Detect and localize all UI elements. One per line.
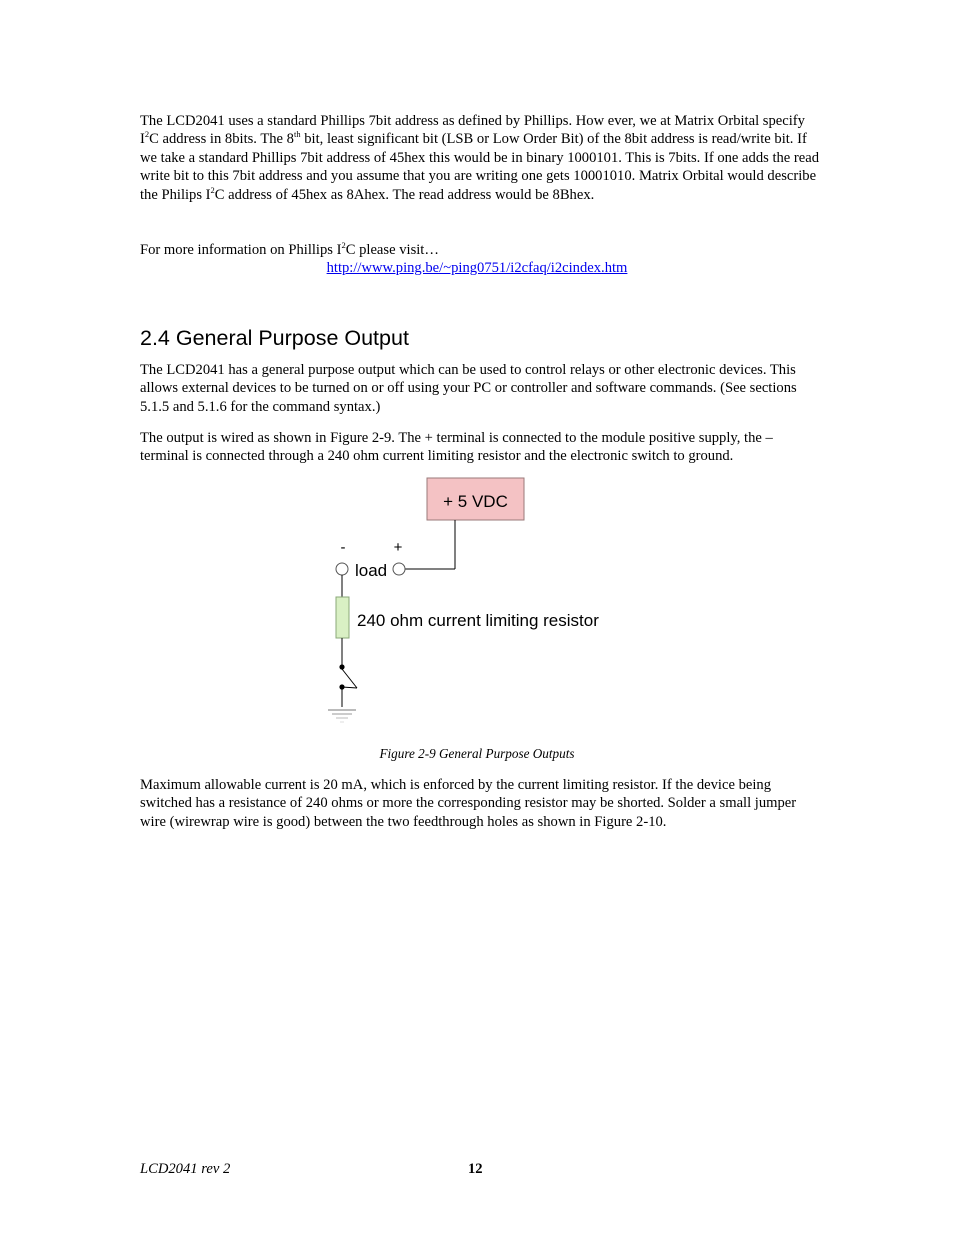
- i2c-faq-link-line: [0, 259, 954, 277]
- plus-terminal: [393, 563, 405, 575]
- resistor-label: 240 ohm current limiting resistor: [357, 611, 599, 630]
- resistor: [336, 597, 349, 638]
- text-run: For more information on Phillips I: [140, 242, 342, 258]
- footer-doc-label: LCD2041 rev 2: [140, 1161, 231, 1177]
- text-run: C address of 45hex as 8Ahex. The read address would be 8Bhex.: [214, 186, 595, 203]
- text-run: C address in 8bits. The 8: [149, 131, 294, 148]
- supply-label: + 5 VDC: [443, 492, 508, 511]
- figure-caption: Figure 2-9 General Purpose Outputs: [379, 746, 575, 761]
- load-label: load: [355, 561, 388, 580]
- plus-label: +: [393, 539, 403, 556]
- superscript: th: [293, 129, 301, 140]
- gpo-wiring-diagram: [320, 474, 660, 734]
- i2c-address-paragraph: [140, 112, 820, 204]
- text-run: C please visit…: [345, 242, 439, 258]
- minus-label: -: [340, 539, 346, 556]
- switch-arm: [342, 669, 357, 688]
- minus-terminal: [336, 563, 348, 575]
- more-info-paragraph: [140, 241, 820, 259]
- circuit-diagram: [320, 474, 660, 734]
- section-heading: 2.4 General Purpose Output: [140, 326, 409, 350]
- superscript: 2: [144, 129, 150, 140]
- gpo-intro-paragraph: The LCD2041 has a general purpose output which can be used to control relays or other electronic devices. This allows external devices to be turned on or off using your PC or controller and software commands. (See sections 5.1.5 and 5.1.6 for the command syntax.): [140, 362, 797, 415]
- footer-page-number: 12: [468, 1161, 483, 1177]
- switch-contact-top: [339, 664, 344, 669]
- text-run: The LCD2041 uses a standard Phillips 7bit address as defined by Phillips. How ever, we at Matrix Orbital specify I: [140, 113, 805, 148]
- superscript: 2: [341, 240, 346, 250]
- superscript: 2: [210, 184, 215, 195]
- text-run: bit, least significant bit (LSB or Low Order Bit) of the 8bit address is read/write bit. If we take a standard Phillips 7bit address of 45hex this would be in binary 1000101. This is 7bits. If one adds the read write bit to this 7bit address and you assume that you are writing one gets 10001010. Matrix Orbital would describe the Philips I: [140, 131, 820, 203]
- max-current-paragraph: Maximum allowable current is 20 mA, which is enforced by the current limiting resistor. If the device being switched has a resistance of 240 ohms or more the corresponding resistor may be shorted. Solder a small jumper wire (wirewrap wire is good) between the two feedthrough holes as shown in Figure 2-10.: [140, 777, 797, 830]
- gpo-wiring-paragraph: The output is wired as shown in Figure 2-9. The + terminal is connected to the module positive supply, the – terminal is connected through a 240 ohm current limiting resistor and the electronic switch to ground.: [140, 430, 773, 465]
- i2c-faq-link[interactable]: http://www.ping.be/~ping0751/i2cfaq/i2cindex.htm: [326, 260, 628, 276]
